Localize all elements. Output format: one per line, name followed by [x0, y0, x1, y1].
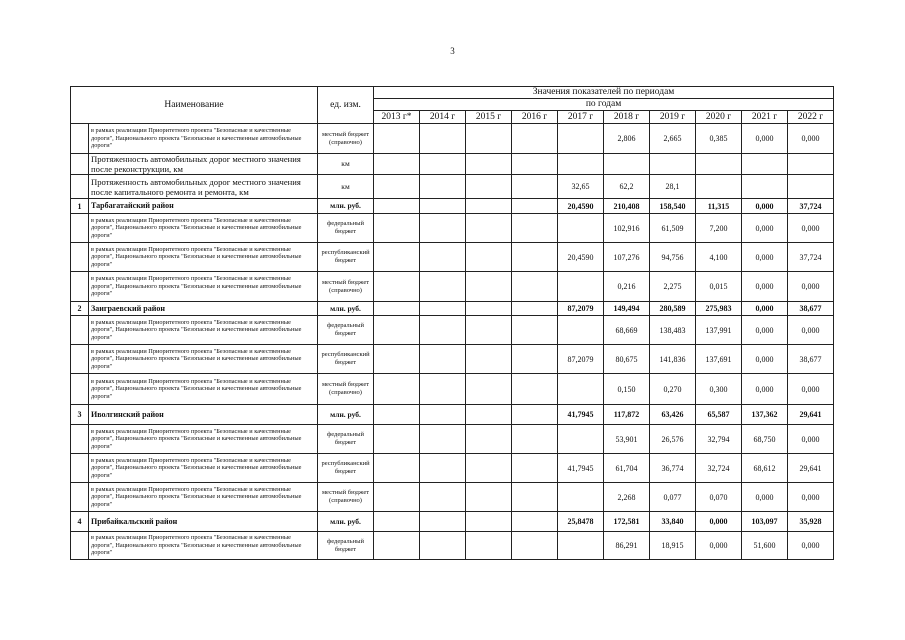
row-unit: млн. руб.	[318, 302, 374, 316]
value-cell: 0,000	[788, 532, 834, 560]
value-cell: 25,8478	[558, 512, 604, 532]
value-cell	[466, 512, 512, 532]
value-cell	[512, 124, 558, 154]
value-cell: 2,665	[650, 124, 696, 154]
row-number	[71, 214, 89, 243]
value-cell	[374, 124, 420, 154]
value-cell: 0,000	[696, 532, 742, 560]
district-row	[71, 302, 834, 316]
value-cell	[374, 512, 420, 532]
value-cell	[466, 154, 512, 175]
header-year: 2015 г	[466, 111, 512, 124]
value-cell	[374, 302, 420, 316]
value-cell	[512, 302, 558, 316]
value-cell	[558, 214, 604, 243]
value-cell: 0,000	[742, 316, 788, 345]
value-cell	[374, 243, 420, 272]
row-name: в рамках реализации Приоритетного проекта "Безопасные и качественные дороги", Национального проекта "Безопасные и качественные автомобильные дороги"	[89, 316, 318, 345]
row-unit: федеральный бюджет	[318, 316, 374, 345]
value-cell	[420, 154, 466, 175]
value-cell	[512, 425, 558, 454]
table-row	[71, 243, 834, 272]
header-year: 2019 г	[650, 111, 696, 124]
value-cell: 0,000	[742, 272, 788, 302]
value-cell: 137,991	[696, 316, 742, 345]
value-cell: 0,000	[742, 374, 788, 405]
value-cell: 53,901	[604, 425, 650, 454]
value-cell: 0,000	[788, 124, 834, 154]
value-cell: 0,070	[696, 483, 742, 512]
value-cell: 141,836	[650, 345, 696, 374]
value-cell	[374, 483, 420, 512]
value-cell	[466, 454, 512, 483]
value-cell	[466, 374, 512, 405]
value-cell	[558, 316, 604, 345]
row-unit: млн. руб.	[318, 512, 374, 532]
value-cell: 210,408	[604, 199, 650, 214]
district-row	[71, 199, 834, 214]
value-cell	[512, 532, 558, 560]
district-name: Тарбагатайский район	[89, 199, 318, 214]
row-number	[71, 124, 89, 154]
value-cell	[420, 345, 466, 374]
value-cell	[420, 374, 466, 405]
row-unit: местный бюджет (справочно)	[318, 483, 374, 512]
table-row	[71, 214, 834, 243]
value-cell: 0,300	[696, 374, 742, 405]
value-cell: 94,756	[650, 243, 696, 272]
indicators-table	[70, 86, 834, 560]
value-cell: 32,724	[696, 454, 742, 483]
value-cell: 0,000	[788, 374, 834, 405]
row-unit: млн. руб.	[318, 199, 374, 214]
district-name: Прибайкальский район	[89, 512, 318, 532]
row-unit: федеральный бюджет	[318, 425, 374, 454]
value-cell: 0,000	[742, 214, 788, 243]
value-cell	[512, 512, 558, 532]
value-cell	[420, 272, 466, 302]
row-number	[71, 316, 89, 345]
value-cell: 37,724	[788, 243, 834, 272]
value-cell: 158,540	[650, 199, 696, 214]
row-unit: км	[318, 154, 374, 175]
value-cell: 0,000	[742, 483, 788, 512]
row-name: в рамках реализации Приоритетного проекта "Безопасные и качественные дороги", Национального проекта "Безопасные и качественные автомобильные дороги"	[89, 272, 318, 302]
value-cell	[512, 175, 558, 199]
value-cell: 65,587	[696, 405, 742, 425]
table-row	[71, 454, 834, 483]
row-number	[71, 272, 89, 302]
value-cell	[558, 272, 604, 302]
table-row	[71, 483, 834, 512]
value-cell: 32,65	[558, 175, 604, 199]
value-cell: 35,928	[788, 512, 834, 532]
district-name: Иволгинский район	[89, 405, 318, 425]
header-name: Наименование	[71, 87, 318, 124]
value-cell	[420, 454, 466, 483]
value-cell: 29,641	[788, 454, 834, 483]
row-number	[71, 454, 89, 483]
value-cell	[420, 302, 466, 316]
header-unit: ед. изм.	[318, 87, 374, 124]
row-number	[71, 425, 89, 454]
value-cell: 7,200	[696, 214, 742, 243]
value-cell	[466, 175, 512, 199]
value-cell	[512, 154, 558, 175]
value-cell	[374, 454, 420, 483]
table-row	[71, 374, 834, 405]
value-cell: 117,872	[604, 405, 650, 425]
row-number: 4	[71, 512, 89, 532]
value-cell: 0,015	[696, 272, 742, 302]
row-unit: республиканский бюджет	[318, 454, 374, 483]
row-unit: федеральный бюджет	[318, 214, 374, 243]
value-cell	[420, 199, 466, 214]
header-year: 2022 г	[788, 111, 834, 124]
value-cell	[512, 405, 558, 425]
value-cell	[466, 124, 512, 154]
value-cell	[512, 454, 558, 483]
table-row	[71, 154, 834, 175]
value-cell	[512, 483, 558, 512]
row-number	[71, 483, 89, 512]
value-cell: 68,612	[742, 454, 788, 483]
value-cell: 0,000	[742, 302, 788, 316]
value-cell: 36,774	[650, 454, 696, 483]
row-number	[71, 154, 89, 175]
value-cell	[466, 345, 512, 374]
row-number	[71, 532, 89, 560]
value-cell	[374, 316, 420, 345]
value-cell	[466, 425, 512, 454]
district-name: Заиграевский район	[89, 302, 318, 316]
value-cell	[466, 532, 512, 560]
district-row	[71, 405, 834, 425]
value-cell: 280,589	[650, 302, 696, 316]
value-cell: 0,000	[788, 483, 834, 512]
value-cell	[420, 316, 466, 345]
value-cell: 51,600	[742, 532, 788, 560]
value-cell	[466, 214, 512, 243]
row-number: 3	[71, 405, 89, 425]
page-number: 3	[450, 46, 455, 56]
value-cell	[374, 199, 420, 214]
value-cell	[788, 175, 834, 199]
value-cell: 68,750	[742, 425, 788, 454]
value-cell: 137,362	[742, 405, 788, 425]
row-name: в рамках реализации Приоритетного проекта "Безопасные и качественные дороги", Национального проекта "Безопасные и качественные автомобильные дороги"	[89, 425, 318, 454]
row-name: в рамках реализации Приоритетного проекта "Безопасные и качественные дороги", Национального проекта "Безопасные и качественные автомобильные дороги"	[89, 454, 318, 483]
value-cell: 102,916	[604, 214, 650, 243]
value-cell: 80,675	[604, 345, 650, 374]
value-cell: 0,000	[788, 272, 834, 302]
row-number	[71, 175, 89, 199]
value-cell: 63,426	[650, 405, 696, 425]
value-cell: 32,794	[696, 425, 742, 454]
table-row	[71, 175, 834, 199]
row-unit: км	[318, 175, 374, 199]
value-cell	[466, 243, 512, 272]
value-cell	[374, 345, 420, 374]
value-cell: 26,576	[650, 425, 696, 454]
value-cell: 11,315	[696, 199, 742, 214]
value-cell	[466, 272, 512, 302]
row-unit: федеральный бюджет	[318, 532, 374, 560]
value-cell	[696, 175, 742, 199]
value-cell: 172,581	[604, 512, 650, 532]
value-cell: 0,385	[696, 124, 742, 154]
row-number	[71, 243, 89, 272]
value-cell	[512, 316, 558, 345]
value-cell: 37,724	[788, 199, 834, 214]
row-unit: местный бюджет (справочно)	[318, 272, 374, 302]
value-cell	[374, 175, 420, 199]
value-cell	[420, 512, 466, 532]
value-cell	[512, 199, 558, 214]
header-year: 2014 г	[420, 111, 466, 124]
value-cell: 149,494	[604, 302, 650, 316]
value-cell	[512, 345, 558, 374]
value-cell: 0,000	[788, 214, 834, 243]
value-cell	[466, 483, 512, 512]
header-year: 2016 г	[512, 111, 558, 124]
row-unit: республиканский бюджет	[318, 243, 374, 272]
row-unit: республиканский бюджет	[318, 345, 374, 374]
value-cell: 0,000	[742, 345, 788, 374]
value-cell	[420, 175, 466, 199]
table-row	[71, 316, 834, 345]
value-cell	[374, 154, 420, 175]
value-cell: 0,000	[788, 425, 834, 454]
value-cell	[558, 374, 604, 405]
value-cell	[742, 154, 788, 175]
row-name: Протяженность автомобильных дорог местного значения после реконструкции, км	[89, 154, 318, 175]
value-cell	[420, 532, 466, 560]
row-name: в рамках реализации Приоритетного проекта "Безопасные и качественные дороги", Национального проекта "Безопасные и качественные автомобильные дороги"	[89, 374, 318, 405]
table-row	[71, 425, 834, 454]
row-number	[71, 345, 89, 374]
value-cell	[374, 272, 420, 302]
value-cell	[558, 483, 604, 512]
value-cell: 103,097	[742, 512, 788, 532]
value-cell	[420, 425, 466, 454]
value-cell	[512, 272, 558, 302]
row-number: 1	[71, 199, 89, 214]
value-cell	[512, 214, 558, 243]
value-cell: 2,806	[604, 124, 650, 154]
header-group-subtitle: по годам	[374, 99, 834, 111]
row-name: в рамках реализации Приоритетного проекта "Безопасные и качественные дороги", Национального проекта "Безопасные и качественные автомобильные дороги"	[89, 532, 318, 560]
value-cell	[558, 532, 604, 560]
value-cell: 87,2079	[558, 302, 604, 316]
header-year: 2013 г*	[374, 111, 420, 124]
value-cell	[374, 214, 420, 243]
value-cell: 38,677	[788, 302, 834, 316]
value-cell	[512, 243, 558, 272]
header-row	[71, 87, 834, 99]
value-cell	[696, 154, 742, 175]
value-cell: 0,000	[788, 316, 834, 345]
value-cell: 33,840	[650, 512, 696, 532]
table-row	[71, 272, 834, 302]
value-cell: 0,000	[742, 124, 788, 154]
value-cell: 0,000	[742, 199, 788, 214]
value-cell: 38,677	[788, 345, 834, 374]
row-name: в рамках реализации Приоритетного проекта "Безопасные и качественные дороги", Национального проекта "Безопасные и качественные автомобильные дороги"	[89, 483, 318, 512]
row-name: в рамках реализации Приоритетного проекта "Безопасные и качественные дороги", Национального проекта "Безопасные и качественные автомобильные дороги"	[89, 124, 318, 154]
value-cell	[558, 154, 604, 175]
row-number	[71, 374, 89, 405]
value-cell	[466, 405, 512, 425]
value-cell	[466, 316, 512, 345]
value-cell: 41,7945	[558, 454, 604, 483]
value-cell: 86,291	[604, 532, 650, 560]
header-year: 2020 г	[696, 111, 742, 124]
value-cell: 0,216	[604, 272, 650, 302]
value-cell	[788, 154, 834, 175]
value-cell	[466, 302, 512, 316]
header-year: 2021 г	[742, 111, 788, 124]
value-cell	[374, 374, 420, 405]
value-cell: 20,4590	[558, 243, 604, 272]
value-cell: 87,2079	[558, 345, 604, 374]
row-number: 2	[71, 302, 89, 316]
value-cell	[558, 425, 604, 454]
value-cell	[420, 483, 466, 512]
value-cell: 2,275	[650, 272, 696, 302]
value-cell	[374, 405, 420, 425]
value-cell: 61,509	[650, 214, 696, 243]
value-cell	[420, 405, 466, 425]
row-name: в рамках реализации Приоритетного проекта "Безопасные и качественные дороги", Национального проекта "Безопасные и качественные автомобильные дороги"	[89, 243, 318, 272]
table-row	[71, 532, 834, 560]
value-cell: 0,000	[696, 512, 742, 532]
value-cell	[742, 175, 788, 199]
row-name: в рамках реализации Приоритетного проекта "Безопасные и качественные дороги", Национального проекта "Безопасные и качественные автомобильные дороги"	[89, 345, 318, 374]
value-cell	[512, 374, 558, 405]
value-cell: 18,915	[650, 532, 696, 560]
value-cell: 0,270	[650, 374, 696, 405]
value-cell	[650, 154, 696, 175]
value-cell: 61,704	[604, 454, 650, 483]
row-unit: местный бюджет (справочно)	[318, 374, 374, 405]
value-cell: 0,150	[604, 374, 650, 405]
value-cell	[420, 124, 466, 154]
value-cell	[420, 214, 466, 243]
header-year: 2017 г	[558, 111, 604, 124]
value-cell: 28,1	[650, 175, 696, 199]
table-row	[71, 345, 834, 374]
header-year: 2018 г	[604, 111, 650, 124]
value-cell	[466, 199, 512, 214]
value-cell: 41,7945	[558, 405, 604, 425]
row-unit: млн. руб.	[318, 405, 374, 425]
table-row	[71, 124, 834, 154]
value-cell	[558, 124, 604, 154]
district-row	[71, 512, 834, 532]
header-group-title: Значения показателей по периодам	[374, 87, 834, 99]
value-cell	[374, 532, 420, 560]
value-cell: 137,691	[696, 345, 742, 374]
value-cell	[374, 425, 420, 454]
row-unit: местный бюджет (справочно)	[318, 124, 374, 154]
value-cell: 138,483	[650, 316, 696, 345]
value-cell: 62,2	[604, 175, 650, 199]
value-cell: 107,276	[604, 243, 650, 272]
value-cell: 29,641	[788, 405, 834, 425]
value-cell	[420, 243, 466, 272]
row-name: в рамках реализации Приоритетного проекта "Безопасные и качественные дороги", Национального проекта "Безопасные и качественные автомобильные дороги"	[89, 214, 318, 243]
value-cell: 20,4590	[558, 199, 604, 214]
value-cell: 4,100	[696, 243, 742, 272]
row-name: Протяженность автомобильных дорог местного значения после капитального ремонта и ремонта, км	[89, 175, 318, 199]
value-cell	[604, 154, 650, 175]
value-cell: 275,983	[696, 302, 742, 316]
value-cell: 0,077	[650, 483, 696, 512]
value-cell: 2,268	[604, 483, 650, 512]
value-cell: 68,669	[604, 316, 650, 345]
value-cell: 0,000	[742, 243, 788, 272]
